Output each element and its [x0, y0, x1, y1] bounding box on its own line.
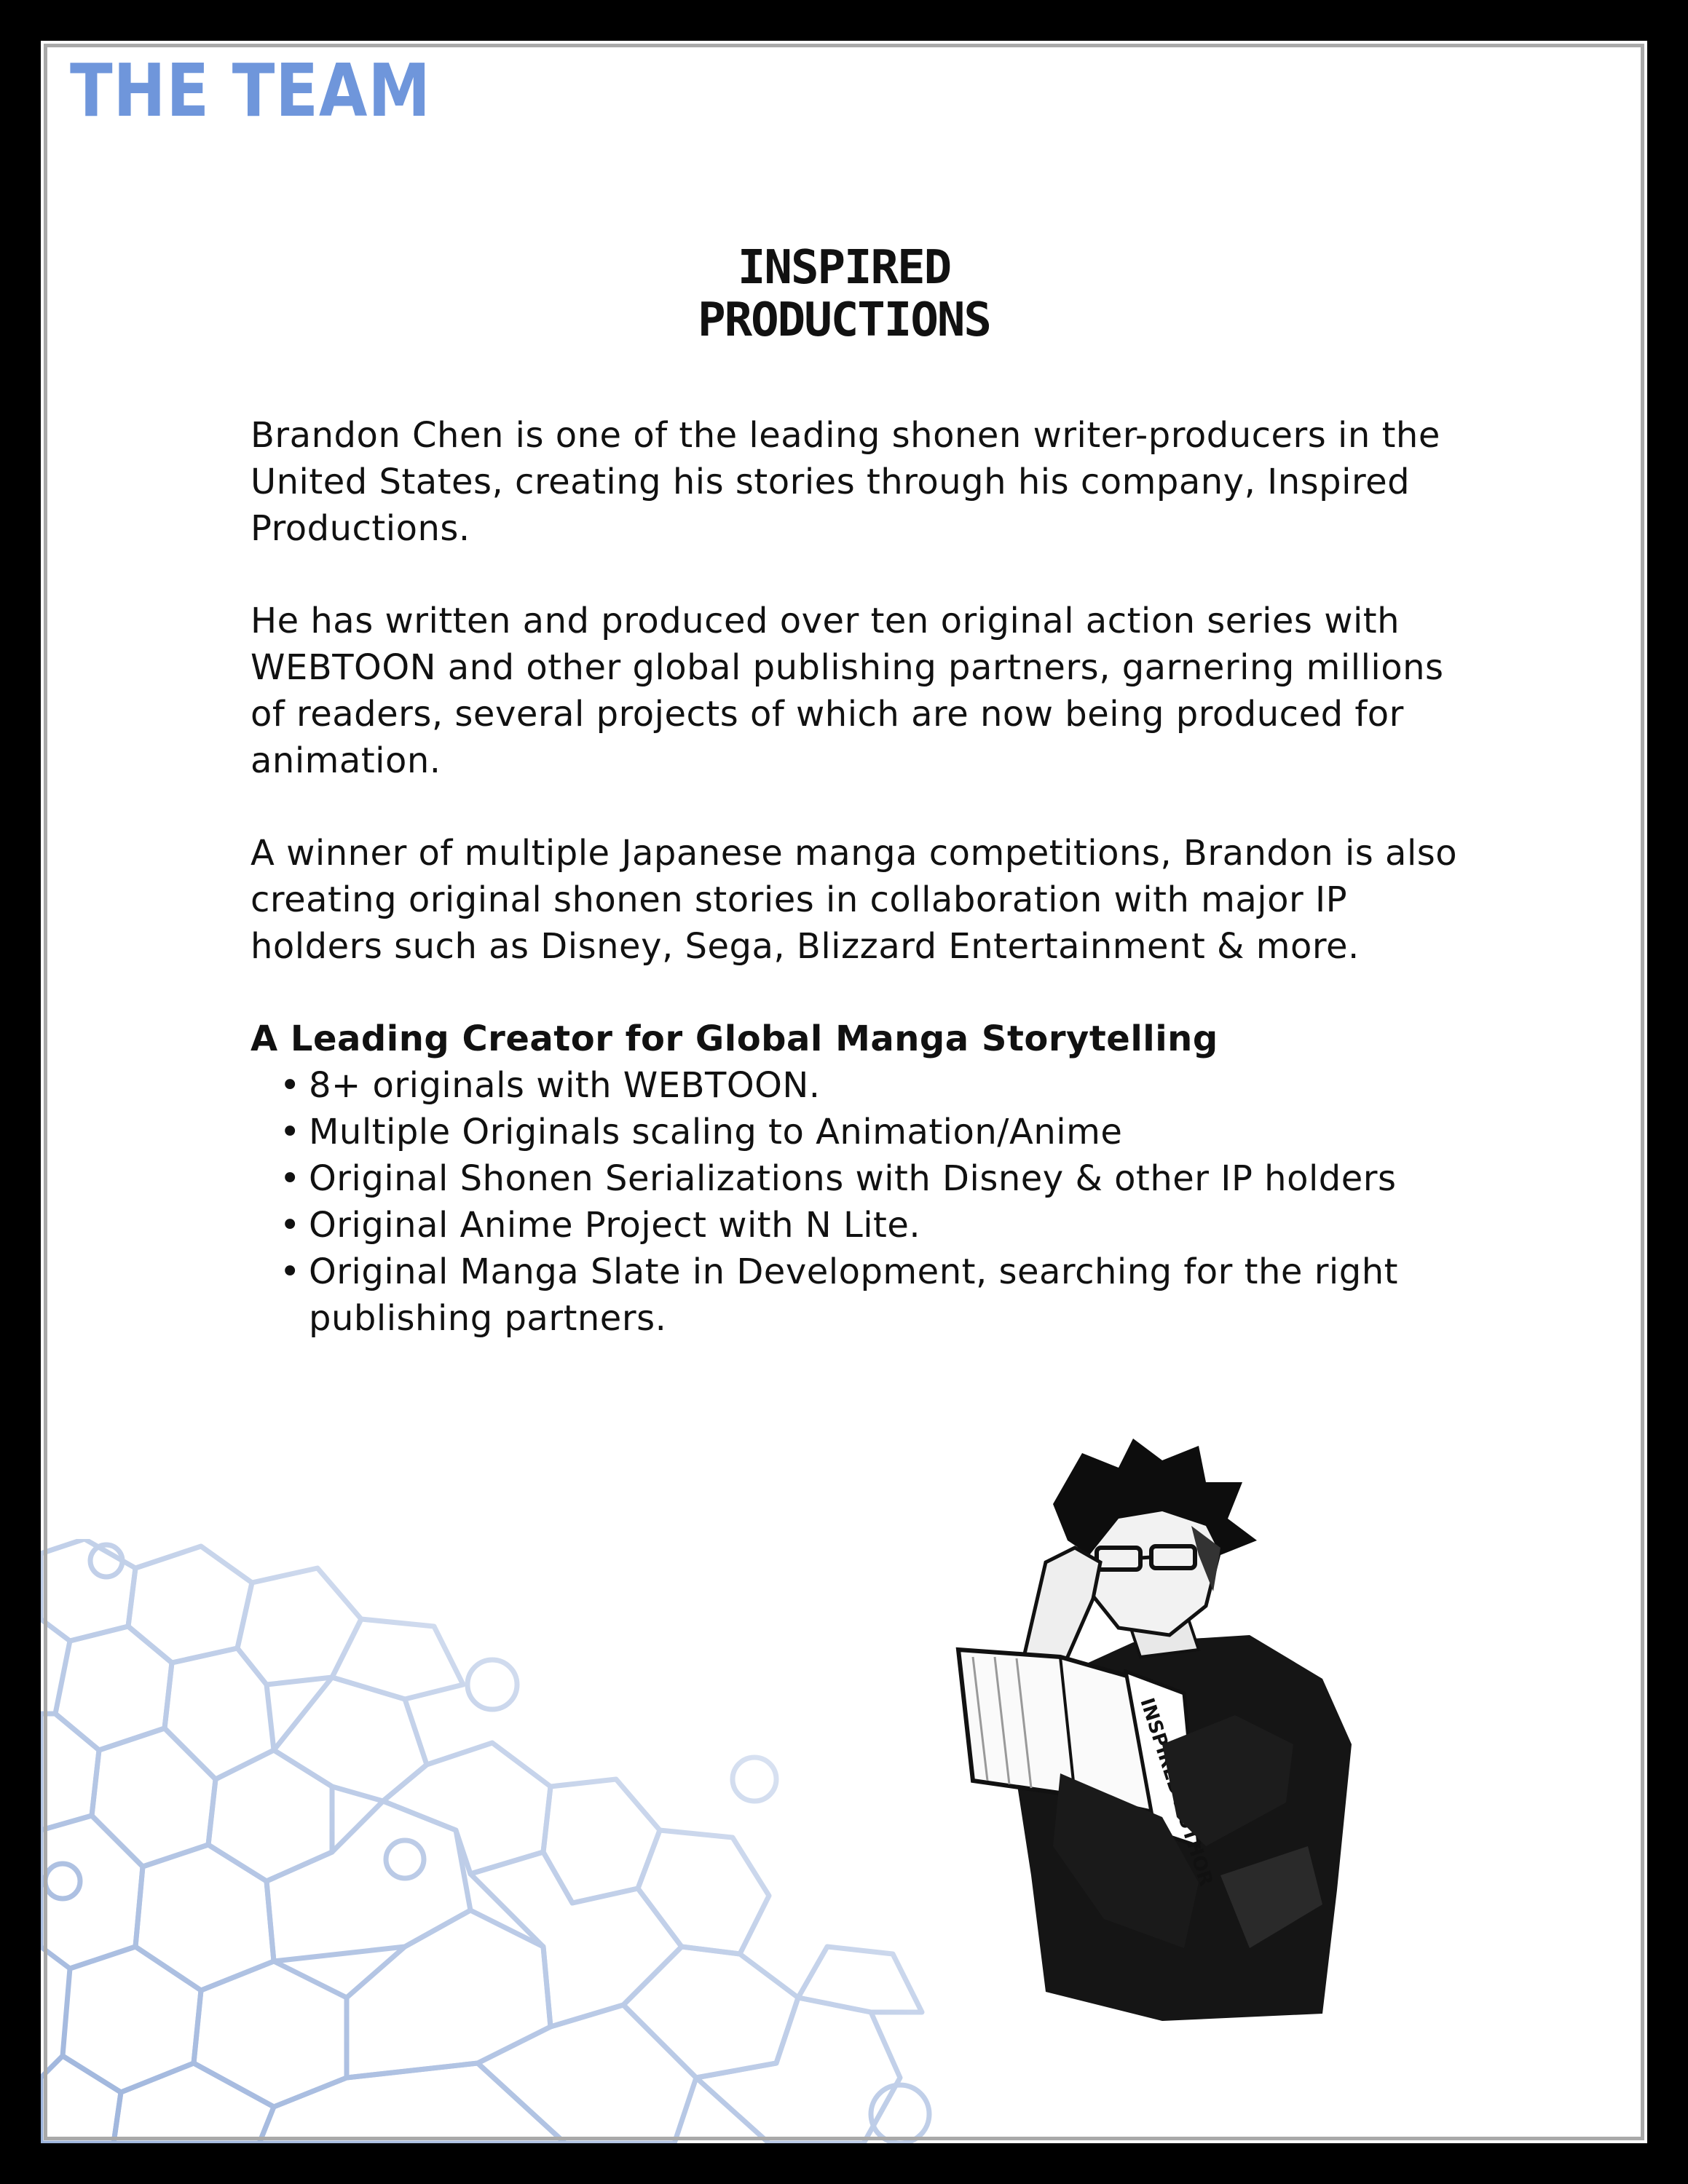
character-body: [958, 1439, 1352, 2021]
highlights-list: [251, 1062, 1488, 1342]
section-title: THE TEAM: [70, 48, 431, 133]
highlight-item: • Original Anime Project with N Lite.: [309, 1202, 1488, 1249]
highlight-item: • Original Shonen Serializations with Disney & other IP holders: [309, 1155, 1488, 1202]
bio-paragraph: He has written and produced over ten original action series with WEBTOON and other global publishing partners, garnering millions of readers, several projects of which are now being produced for animation.: [251, 601, 1444, 781]
bio-paragraph: Brandon Chen is one of the leading shonen writer-producers in the United States, creating his stories through his company, Inspired Productions.: [251, 415, 1440, 549]
bio-paragraph: A winner of multiple Japanese manga competitions, Brandon is also creating original shonen stories in collaboration with major IP holders such as Disney, Sega, Blizzard Entertainment & more.: [251, 833, 1458, 967]
highlights-heading: A Leading Creator for Global Manga Storytelling: [251, 1018, 1218, 1059]
highlight-item: • Multiple Originals scaling to Animation/Anime: [309, 1109, 1488, 1155]
cell-pattern-decoration: [41, 1539, 987, 2143]
bio-content: [251, 412, 1488, 1342]
company-title-line1: INSPIRED: [737, 241, 951, 295]
book-spine-text: INSPIRED AUTHOR: [1135, 1695, 1218, 1889]
company-title-line2: PRODUCTIONS: [698, 293, 990, 347]
company-title: [41, 242, 1647, 347]
highlight-item: • 8+ originals with WEBTOON.: [309, 1062, 1488, 1109]
author-illustration: [944, 1439, 1395, 2035]
highlight-item: • Original Manga Slate in Development, searching for the right publishing partners.: [309, 1249, 1488, 1342]
document-page: [41, 41, 1647, 2143]
